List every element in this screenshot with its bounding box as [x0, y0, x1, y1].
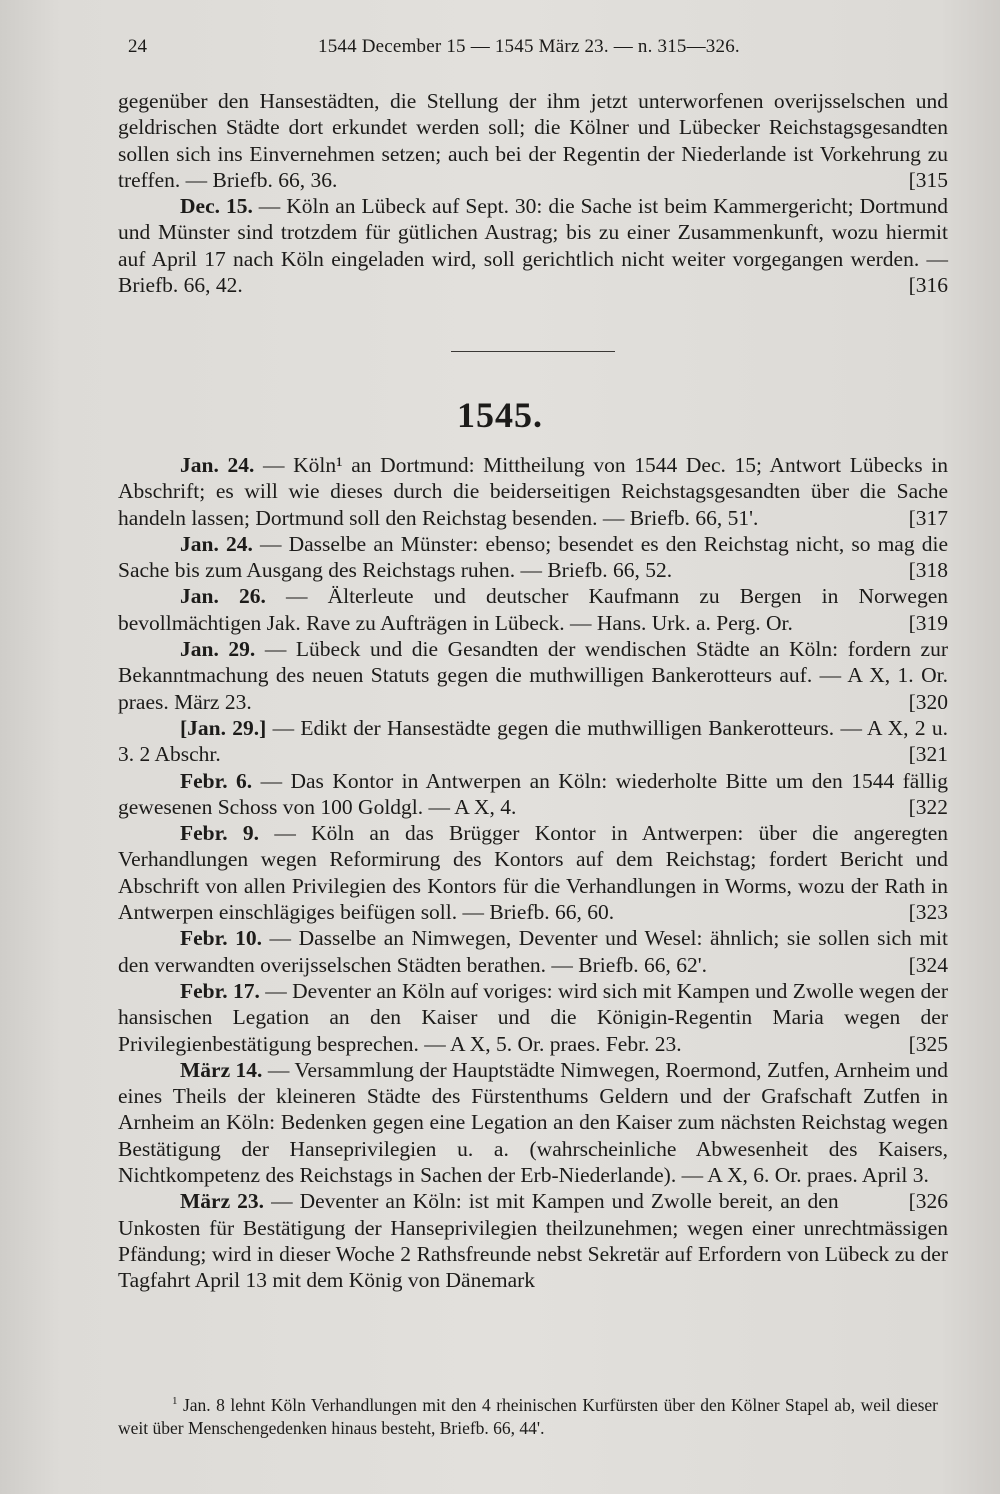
- entry-321: [118, 715, 948, 768]
- entry-number: [317: [908, 505, 948, 530]
- entry-318: [118, 531, 948, 584]
- entry-number: [326: [908, 1189, 948, 1214]
- entry-315: [118, 88, 948, 193]
- entry-date: Jan. 24.: [180, 531, 253, 556]
- entry-text: — Dasselbe an Münster: ebenso; besendet es den Reichstag nicht, so mag die Sache bis zum Ausgang des Reichstags ruhen. — Briefb. 66, 52.: [118, 531, 948, 583]
- year-heading: 1545.: [457, 395, 543, 435]
- entry-text: — Köln an Lübeck auf Sept. 30: die Sache ist beim Kammergericht; Dortmund und Münster sind trotzdem für gütlichen Austrag; bis zu einer Zusammenkunft, wozu hiermit auf April 17 nach Köln eingeladen wird, soll gerichtlich nicht weiter vorgegangen werden. — Briefb. 66, 42.: [118, 194, 948, 298]
- footnote-text: Jan. 8 lehnt Köln Verhandlungen mit den 4 rheinischen Kurfürsten über den Kölner Stapel ab, weil dieser weit über Menschengedenken hinaus besteht, Briefb. 66, 44'.: [118, 1395, 938, 1438]
- entry-text: — Älterleute und deutscher Kaufmann zu Bergen in Norwegen bevollmächtigen Jak. Rave zu Aufträgen in Lübeck. — Hans. Urk. a. Perg. Or.: [118, 584, 948, 635]
- entry-text: — Dasselbe an Nimwegen, Deventer und Wesel: ähnlich; sie sollen sich mit den verwandten overijsselschen Städten berathen. — Briefb. 66, 62'.: [118, 926, 948, 977]
- entry-text: — Köln an das Brügger Kontor in Antwerpen: über die angeregten Verhandlungen wegen Reformirung des Kontors auf dem Reichstag; fordert Bericht und Abschrift von allen Privilegien des Kontors für die Verhandlungen in Worms, wozu der Rath in Antwerpen einschlägiges beifügen soll. — Briefb. 66, 60.: [118, 821, 949, 925]
- entry-date: Febr. 6.: [180, 768, 253, 793]
- entry-319: [118, 583, 948, 636]
- entry-number: [322: [908, 794, 948, 819]
- entry-number: [324: [908, 952, 948, 977]
- entry-number: [320: [908, 689, 948, 714]
- entry-number: [319: [908, 610, 948, 635]
- entry-number: [318: [908, 558, 948, 583]
- entry-date: Jan. 26.: [180, 584, 266, 609]
- entry-date: März 23.: [180, 1189, 265, 1214]
- entry-text: — Versammlung der Hauptstädte Nimwegen, Roermond, Zutfen, Arnheim und eines Theils der kleineren Städte des Fürstenthums Geldern und der Grafschaft Zutfen in Arnheim an Köln: Bedenken gegen eine Legation an den Kaiser zum nächsten Reichstag wegen Bestätigung der Hanseprivilegien u. a. (wahrscheinliche Abwesenheit des Kaisers, Nichtkompetenz des Reichstags in Sachen der Erb-Niederlande). — A X, 6. Or. praes. April 3.: [118, 1057, 948, 1188]
- entry-text: gegenüber den Hansestädten, die Stellung der ihm jetzt unterworfenen overijsselschen und geldrischen Städte dort erkundet werden soll; die Kölner und Lübecker Reichstagsgesandten sollen sich ins Einvernehmen setzen; auch bei der Regentin der Niederlande ist Vorkehrung zu treffen. — Briefb. 66, 36.: [118, 89, 948, 192]
- entry-text: — Köln¹ an Dortmund: Mittheilung von 1544 Dec. 15; Antwort Lübecks in Abschrift; es will wie dieses durch die beiderseitigen Reichstagsgesandten über die Sache handeln lassen; Dortmund soll den Reichstag besenden. — Briefb. 66, 51'.: [118, 453, 948, 530]
- entry-date: März 14.: [180, 1057, 263, 1082]
- entry-316: [118, 193, 948, 298]
- entry-date: Jan. 29.: [180, 637, 256, 662]
- entry-date: Dec. 15.: [180, 194, 253, 219]
- entry-324: [118, 925, 948, 978]
- section-divider: [451, 351, 615, 352]
- entry-date: Jan. 24.: [180, 453, 255, 477]
- page-number: 24: [128, 36, 147, 57]
- entry-323: [118, 820, 948, 925]
- entry-325: [118, 978, 948, 1057]
- entry-number: [323: [908, 900, 948, 925]
- entry-date: Febr. 10.: [180, 926, 262, 951]
- entry-text: — Lübeck und die Gesandten der wendischen Städte an Köln: fordern zur Bekanntmachung des neuen Statuts gegen die muthwilligen Bankerotteurs auf. — A X, 1. Or. praes. März 23.: [118, 637, 948, 714]
- entry-327-partial: [118, 1188, 948, 1293]
- entry-date: [Jan. 29.]: [180, 715, 267, 740]
- footnote: [118, 1394, 938, 1440]
- entry-date: Febr. 17.: [180, 978, 260, 1003]
- entry-number: [325: [908, 1031, 948, 1056]
- entry-number: [315: [908, 167, 948, 192]
- footnote-marker: 1: [172, 1395, 178, 1408]
- entry-text: — Deventer an Köln: ist mit Kampen und Zwolle bereit, an den Unkosten für Bestätigung der Hanseprivilegien theilzunehmen; wegen einer unrechtmässigen Pfändung; wird in dieser Woche 2 Rathsfreunde nebst Sekretär auf Erfordern von Lübeck zu der Tagfahrt April 13 mit dem König von Dänemark: [118, 1189, 948, 1293]
- entry-date: Febr. 9.: [180, 821, 260, 846]
- entry-number: [321: [908, 742, 948, 767]
- entry-text: — Deventer an Köln auf voriges: wird sich mit Kampen und Zwolle wegen der hansischen Legation an den Kaiser und die Königin-Regentin Maria wegen der Privilegienbestätigung besprechen. — A X, 5. Or. praes. Febr. 23.: [118, 978, 949, 1056]
- entry-text: — Edikt der Hansestädte gegen die muthwilligen Bankerotteurs. — A X, 2 u. 3. 2 Abschr.: [118, 715, 948, 767]
- entry-320: [118, 636, 948, 715]
- running-title: 1544 December 15 — 1545 März 23. — n. 315—326.: [318, 36, 740, 57]
- entry-322: [118, 768, 948, 821]
- entries-block: [118, 452, 948, 1294]
- entry-317: [118, 452, 948, 531]
- entry-number: [316: [908, 273, 948, 298]
- entry-text: — Das Kontor in Antwerpen an Köln: wiederholte Bitte um den 1544 fällig gewesenen Schoss von 100 Goldgl. — A X, 4.: [118, 768, 949, 819]
- top-entries-block: [118, 88, 948, 298]
